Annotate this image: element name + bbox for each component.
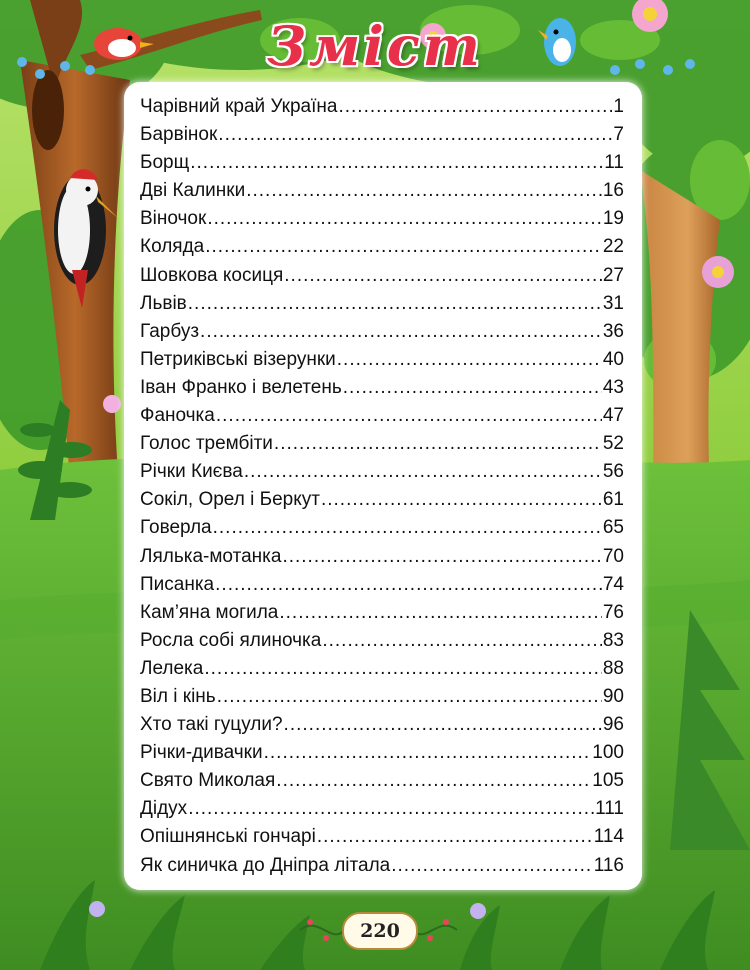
dot-leader xyxy=(217,683,602,711)
toc-page: 61 xyxy=(602,489,624,511)
toc-title: Чарівний край Україна xyxy=(140,96,338,117)
toc-entry[interactable] xyxy=(140,486,624,514)
toc-page: 40 xyxy=(602,348,624,370)
toc-page: 90 xyxy=(602,685,624,707)
toc-title: Росла собі ялиночка xyxy=(140,629,322,651)
toc-title: Лялька-мотанка xyxy=(140,545,282,567)
toc-title: Річки-дивачки xyxy=(140,742,263,764)
dot-leader xyxy=(317,823,593,851)
toc-entry[interactable] xyxy=(140,627,624,655)
dot-leader xyxy=(284,262,602,290)
toc-entry[interactable] xyxy=(140,205,624,233)
toc-page: 52 xyxy=(602,433,624,455)
toc-title: Говерла xyxy=(140,517,212,539)
toc-page: 88 xyxy=(602,657,624,679)
toc-page: 83 xyxy=(602,629,624,651)
toc-entry[interactable] xyxy=(140,290,624,318)
toc-title: Петриківські візерунки xyxy=(140,348,336,370)
toc-title: Дідух xyxy=(140,798,188,820)
dot-leader xyxy=(190,149,603,177)
toc-entry[interactable] xyxy=(140,346,624,374)
dot-leader xyxy=(246,177,602,205)
toc-entry[interactable] xyxy=(140,795,624,823)
toc-entry[interactable] xyxy=(140,121,624,149)
toc-page: 111 xyxy=(595,798,624,820)
page-number: 220 xyxy=(342,912,418,950)
toc-page: 74 xyxy=(602,573,624,595)
dot-leader xyxy=(264,739,592,767)
toc-title: Писанка xyxy=(140,573,215,595)
toc-entry[interactable] xyxy=(140,739,624,767)
toc-title: Голос трембіти xyxy=(140,433,273,455)
toc-entry[interactable] xyxy=(140,543,624,571)
dot-leader xyxy=(279,599,601,627)
toc-title: Гарбуз xyxy=(140,320,200,342)
table-of-contents xyxy=(140,93,624,880)
toc-page: 105 xyxy=(592,770,624,792)
dot-leader xyxy=(188,290,602,318)
toc-page: 31 xyxy=(602,292,624,314)
dot-leader xyxy=(274,430,602,458)
toc-page: 116 xyxy=(593,854,624,876)
dot-leader xyxy=(207,205,602,233)
toc-title: Коляда xyxy=(140,236,205,258)
toc-entry[interactable] xyxy=(140,430,624,458)
toc-page: 36 xyxy=(602,320,624,342)
toc-entry[interactable] xyxy=(140,93,624,121)
toc-page: 11 xyxy=(604,152,624,174)
dot-leader xyxy=(215,571,602,599)
toc-page: 76 xyxy=(602,601,624,623)
toc-entry[interactable] xyxy=(140,374,624,402)
dot-leader xyxy=(321,486,602,514)
toc-title: Як синичка до Дніпра літала xyxy=(140,854,391,876)
toc-page: 43 xyxy=(602,376,624,398)
toc-entry[interactable] xyxy=(140,233,624,261)
toc-entry[interactable] xyxy=(140,711,624,739)
dot-leader xyxy=(218,121,612,149)
toc-page: 47 xyxy=(602,405,624,427)
toc-page: 27 xyxy=(602,264,624,286)
toc-entry[interactable] xyxy=(140,514,624,542)
toc-title: Хто такі гуцули? xyxy=(140,714,283,736)
dot-leader xyxy=(213,514,602,542)
toc-entry[interactable] xyxy=(140,262,624,290)
toc-entry[interactable] xyxy=(140,683,624,711)
toc-entry[interactable] xyxy=(140,402,624,430)
toc-title: Барвінок xyxy=(140,124,218,146)
toc-title: Віл і кінь xyxy=(140,685,216,707)
toc-page: 65 xyxy=(602,517,624,539)
toc-title: Свято Миколая xyxy=(140,770,276,792)
toc-entry[interactable] xyxy=(140,571,624,599)
toc-entry[interactable] xyxy=(140,823,624,851)
dot-leader xyxy=(391,852,592,880)
toc-page: 16 xyxy=(602,180,624,202)
toc-page: 1 xyxy=(613,96,624,117)
dot-leader xyxy=(188,795,594,823)
toc-entry[interactable] xyxy=(140,318,624,346)
toc-title: Сокіл, Орел і Беркут xyxy=(140,489,320,511)
toc-title: Лелека xyxy=(140,657,204,679)
toc-page: 22 xyxy=(602,236,624,258)
toc-title: Дві Калинки xyxy=(140,180,246,202)
toc-entry[interactable] xyxy=(140,852,624,880)
dot-leader xyxy=(337,346,602,374)
toc-entry[interactable] xyxy=(140,149,624,177)
toc-entry[interactable] xyxy=(140,599,624,627)
toc-page: 19 xyxy=(602,208,624,230)
toc-title: Борщ xyxy=(140,152,190,174)
dot-leader xyxy=(244,458,602,486)
dot-leader xyxy=(216,402,602,430)
toc-title: Віночок xyxy=(140,208,207,230)
toc-page: 100 xyxy=(592,742,624,764)
toc-entry[interactable] xyxy=(140,655,624,683)
dot-leader xyxy=(200,318,602,346)
page-title: Зміст xyxy=(267,14,483,78)
toc-title: Іван Франко і велетень xyxy=(140,376,342,398)
dot-leader xyxy=(343,374,602,402)
toc-page: 7 xyxy=(613,124,624,146)
toc-entry[interactable] xyxy=(140,767,624,795)
dot-leader xyxy=(282,543,601,571)
toc-page: 70 xyxy=(602,545,624,567)
toc-title: Кам’яна могила xyxy=(140,601,279,623)
dot-leader xyxy=(322,627,602,655)
dot-leader xyxy=(338,93,612,121)
dot-leader xyxy=(284,711,602,739)
toc-title: Опішнянські гончарі xyxy=(140,826,316,848)
dot-leader xyxy=(204,655,602,683)
toc-title: Фаночка xyxy=(140,405,215,427)
dot-leader xyxy=(205,233,602,261)
toc-page: 114 xyxy=(593,826,624,848)
toc-title: Шовкова косиця xyxy=(140,264,284,286)
toc-title: Річки Києва xyxy=(140,461,243,483)
toc-title: Львів xyxy=(140,292,187,314)
toc-entry[interactable] xyxy=(140,177,624,205)
toc-page: 56 xyxy=(602,461,624,483)
toc-page: 96 xyxy=(602,714,624,736)
toc-entry[interactable] xyxy=(140,458,624,486)
dot-leader xyxy=(276,767,591,795)
